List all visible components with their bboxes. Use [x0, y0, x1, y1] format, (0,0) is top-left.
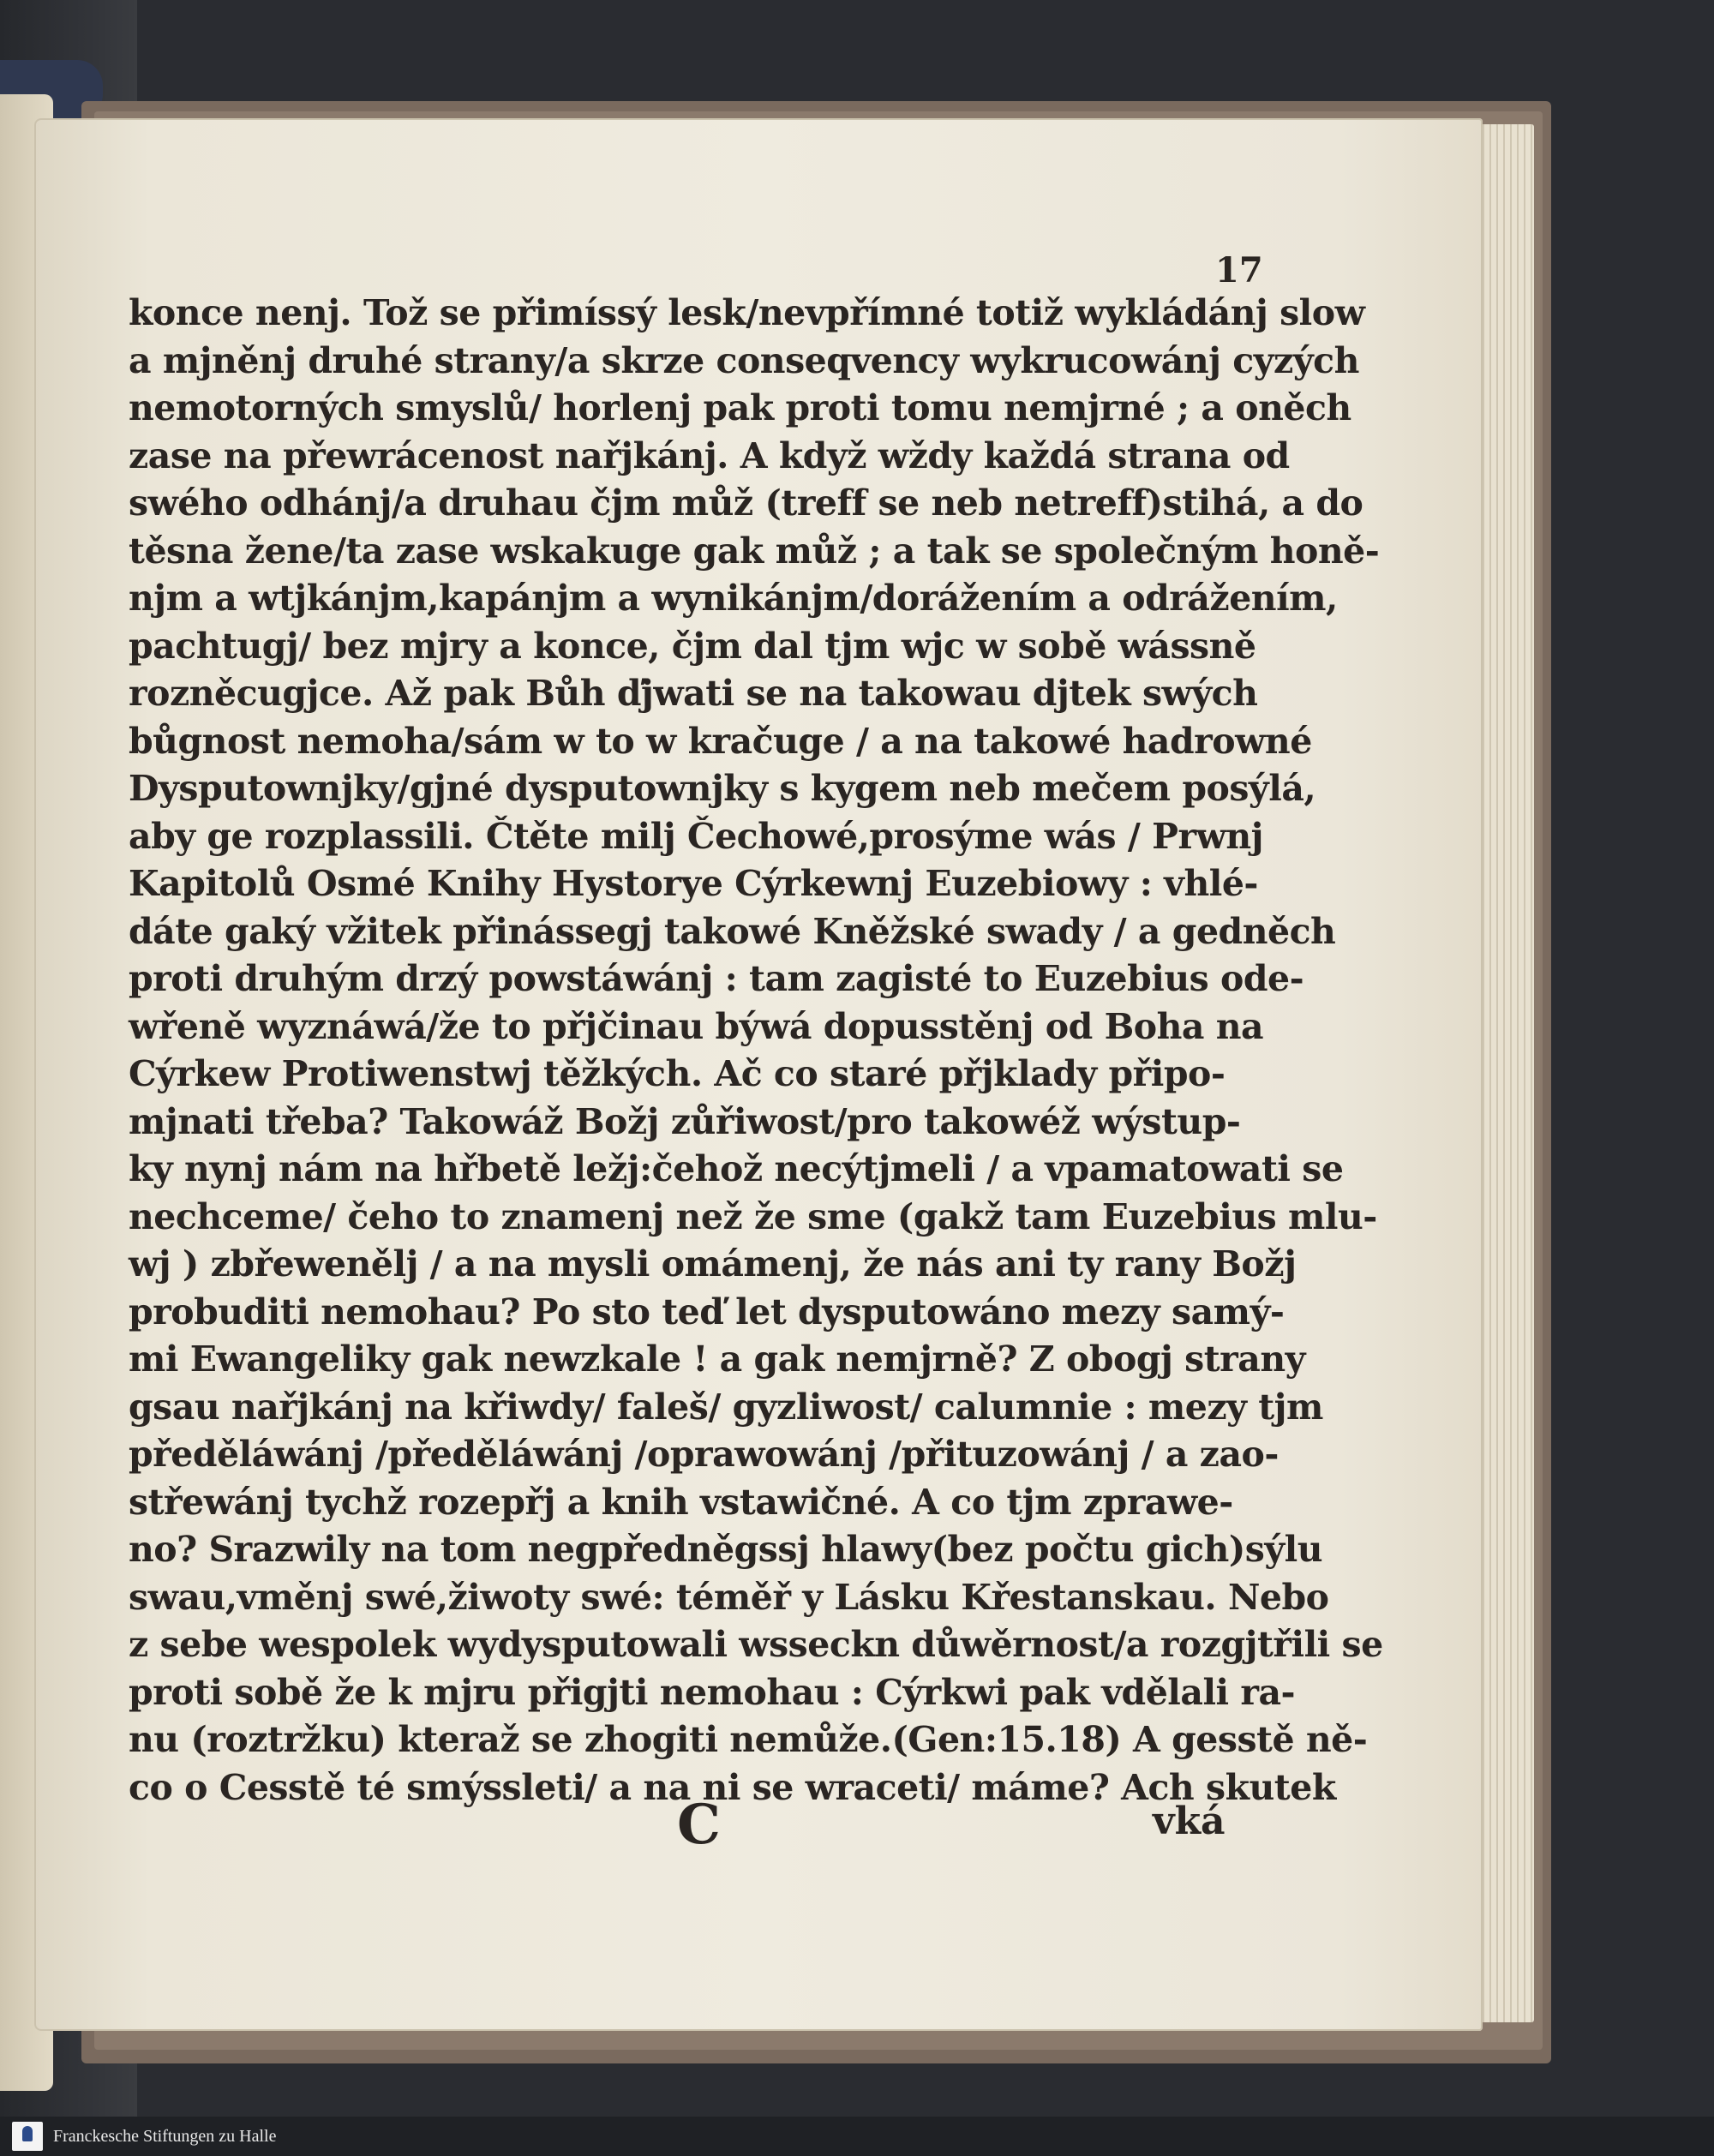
- page-text: [129, 290, 1383, 1812]
- text-line: no? Srazwily na tom negpředněgssj hlawy(bez počtu gich)sýlu: [129, 1529, 1323, 1570]
- text-line: swého odhánj/a druhau čjm můž (treff se neb netreff)stihá, a do: [129, 482, 1363, 524]
- catchword: vká: [1153, 1800, 1226, 1843]
- page-number: 17: [1215, 250, 1263, 290]
- text-line: a mjněnj druhé strany/a skrze conseqvency wykrucowánj cyzých: [129, 339, 1359, 381]
- text-line: gsau nařjkánj na křiwdy/ faleš/ gyzliwost/ calumnie : mezy tjm: [129, 1386, 1323, 1428]
- text-line: střewánj tychž rozepřj a knih vstawičné. A co tjm zprawe-: [129, 1481, 1233, 1523]
- text-line: swau,vměnj swé,žiwoty swé: téměř y Lásku Křestanskau. Nebo: [129, 1576, 1329, 1618]
- text-line: nemotorných smyslů/ horlenj pak proti tomu nemjrné ; a oněch: [129, 387, 1351, 428]
- text-line: z sebe wespolek wydysputowali wsseckn důwěrnost/a rozgjtřili se: [129, 1624, 1383, 1665]
- text-line: proti sobě že k mjru přigjti nemohau : Cýrkwi pak vdělali ra-: [129, 1671, 1296, 1713]
- text-line: těsna žene/ta zase wskakuge gak můž ; a tak se společným honě-: [129, 530, 1380, 572]
- text-line: předěláwánj /předěláwánj /oprawowánj /přituzowánj / a zao-: [129, 1434, 1279, 1475]
- text-line: njm a wtjkánjm,kapánjm a wynikánjm/dorážením a odrážením,: [129, 578, 1338, 619]
- text-line: Kapitolů Osmé Knihy Hystorye Cýrkewnj Euzebiowy : vhlé-: [129, 863, 1258, 904]
- institution-name: Franckesche Stiftungen zu Halle: [53, 2127, 277, 2146]
- text-line: nechceme/ čeho to znamenj než že sme (gakž tam Euzebius mlu-: [129, 1195, 1377, 1237]
- text-line: zase na přewrácenost nařjkánj. A když wždy každá strana od: [129, 434, 1290, 476]
- text-line: Dysputownjky/gjné dysputownjky s kygem neb mečem posýlá,: [129, 768, 1316, 809]
- institution-logo-icon: [12, 2122, 43, 2151]
- text-line: mjnati třeba? Takowáž Božj zůřiwost/pro takowéž wýstup-: [129, 1100, 1241, 1142]
- footer-bar: [0, 2117, 1714, 2156]
- text-line: ky nynj nám na hřbetě ležj:čehož necýtjmeli / a vpamatowati se: [129, 1148, 1344, 1189]
- text-line: bůgnost nemoha/sám w to w kračuge / a na takowé hadrowné: [129, 720, 1312, 762]
- signature-mark: C: [677, 1793, 721, 1857]
- text-line: nu (roztržku) kteraž se zhogiti nemůže.(Gen:15.18) A gesstě ně-: [129, 1719, 1368, 1760]
- text-line: co o Cesstě té smýssleti/ a na ni se wraceti/ máme? Ach skutek: [129, 1766, 1336, 1808]
- text-line: probuditi nemohau? Po sto teď let dysputowáno mezy samý-: [129, 1291, 1285, 1333]
- text-line: proti druhým drzý powstáwánj : tam zagisté to Euzebius ode-: [129, 958, 1304, 999]
- text-line: mi Ewangeliky gak newzkale ! a gak nemjrně? Z obogj strany: [129, 1339, 1305, 1380]
- text-line: konce nenj. Tož se přimíssý lesk/nevpřímné totiž wykládánj slow: [129, 292, 1365, 333]
- text-line: dáte gaký vžitek přinássegj takowé Kněžské swady / a gedněch: [129, 910, 1336, 952]
- text-line: aby ge rozplassili. Čtěte milj Čechowé,prosýme wás / Prwnj: [129, 815, 1264, 857]
- text-line: Cýrkew Protiwenstwj těžkých. Ač co staré přjklady připo-: [129, 1053, 1226, 1094]
- text-line: wj ) zbřewenělj / a na mysli omámenj, že nás ani ty rany Božj: [129, 1243, 1297, 1285]
- text-line: pachtugj/ bez mjry a konce, čjm dal tjm wjc w sobě wássně: [129, 625, 1256, 667]
- text-line: wřeně wyznáwá/že to přjčinau býwá dopusstěnj od Boha na: [129, 1005, 1264, 1047]
- text-line: rozněcugjce. Až pak Bůh ďjwati se na takowau djtek swých: [129, 673, 1258, 714]
